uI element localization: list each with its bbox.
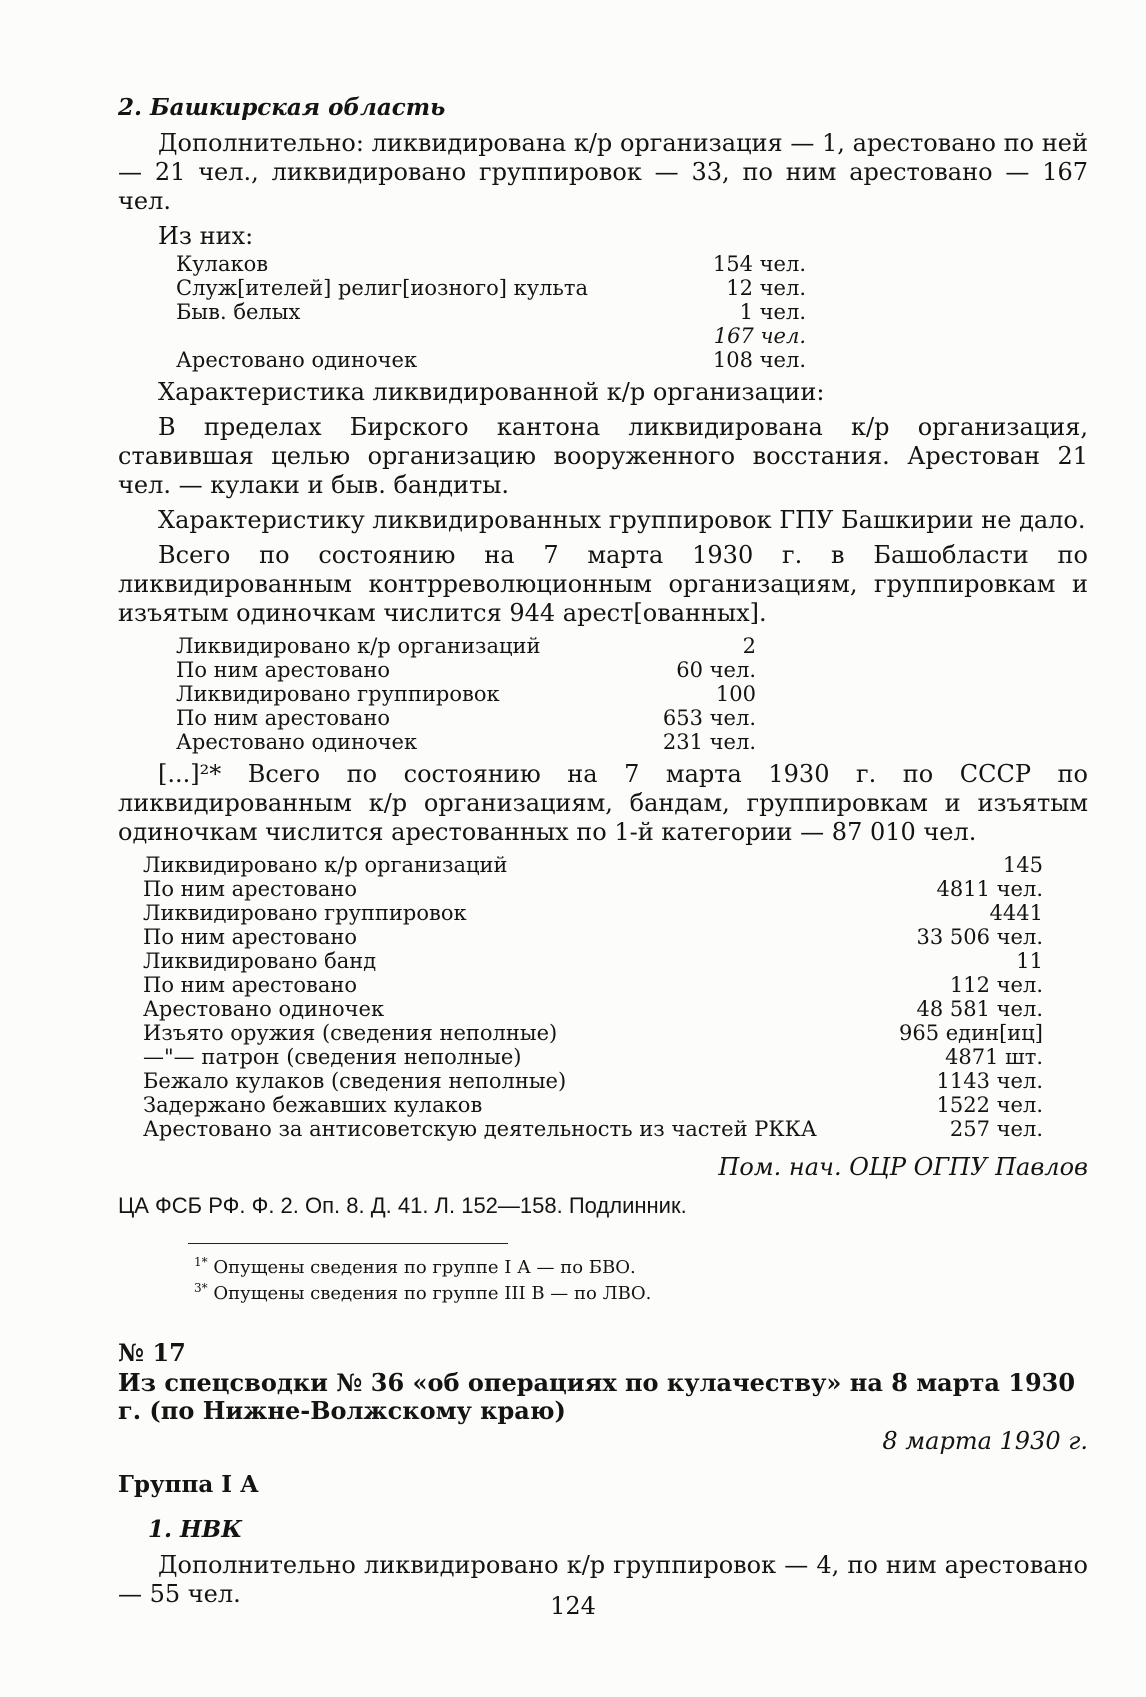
stat-label: По ним арестовано	[176, 706, 391, 730]
stat-label: Ликвидировано группировок	[143, 901, 467, 925]
stat-value: 2	[742, 634, 756, 658]
stat-value: 12 чел.	[726, 276, 806, 300]
stat-label: Бежало кулаков (сведения неполные)	[143, 1069, 567, 1093]
stat-value: 11	[1016, 949, 1043, 973]
document-title: Из спецсводки № 36 «об операциях по кулачеству» на 8 марта 1930 г. (по Нижне-Волжскому краю)	[118, 1368, 1076, 1425]
stat-total: 167 чел.	[713, 324, 806, 348]
nvk-text: Дополнительно ликвидировано к/р группировок — 4, по ним арестовано — 55 чел.	[118, 1551, 1088, 1608]
signature: Пом. нач. ОЦР ОГПУ Павлов	[718, 1153, 1088, 1181]
stat-label: Задержано бежавших кулаков	[143, 1093, 483, 1117]
stat-label: Изъято оружия (сведения неполные)	[143, 1021, 558, 1045]
bashkiria-char-heading: Характеристика ликвидированной к/р организации:	[158, 378, 825, 406]
stat-value: 231 чел.	[662, 730, 756, 754]
stat-value: 145	[1002, 853, 1043, 877]
section-title-nvk: 1. НВК	[148, 1516, 243, 1543]
stat-row	[176, 682, 756, 706]
footnote-text: Опущены сведения по группе I А — по БВО.	[213, 1257, 636, 1278]
footnote-divider	[188, 1243, 508, 1244]
bashkiria-stats	[176, 634, 756, 754]
stat-row	[143, 1093, 1043, 1117]
stat-label: Арестовано одиночек	[176, 730, 418, 754]
archive-reference: ЦА ФСБ РФ. Ф. 2. Оп. 8. Д. 41. Л. 152—158. Подлинник.	[118, 1193, 687, 1218]
ussr-stats	[143, 853, 1043, 1141]
stat-value: 108 чел.	[712, 348, 806, 372]
stat-label: Арестовано за антисоветскую деятельность из частей РККА	[143, 1117, 817, 1141]
stat-total-row	[176, 324, 806, 348]
section-title-bashkiria: 2. Башкирская область	[118, 94, 446, 121]
ussr-summary: [...]²* Всего по состоянию на 7 марта 1930 г. по СССР по ликвидированным к/р организациям, бандам, группировкам и изъятым одиночкам числится арестованных по 1-й категории — 87 010 чел.	[118, 760, 1088, 846]
stat-value: 4441	[989, 901, 1043, 925]
footnote	[194, 1278, 1088, 1304]
stat-value: 112 чел.	[949, 973, 1043, 997]
stat-value: 48 581 чел.	[916, 997, 1043, 1021]
stat-label: Кулаков	[176, 252, 269, 276]
bashkiria-char-text: В пределах Бирского кантона ликвидирована к/р организация, ставившая целью организацию вооруженного восстания. Арестован 21 чел. — кулаки и быв. бандиты.	[118, 413, 1088, 499]
stat-row	[176, 658, 756, 682]
stat-row	[176, 706, 756, 730]
stat-value: 4871 шт.	[945, 1045, 1043, 1069]
stat-value: 1522 чел.	[936, 1093, 1043, 1117]
stat-row	[176, 348, 806, 372]
stat-value: 33 506 чел.	[916, 925, 1043, 949]
stat-row	[143, 1021, 1043, 1045]
stat-value: 653 чел.	[662, 706, 756, 730]
page-number: 124	[550, 1592, 596, 1620]
stat-label: Арестовано одиночек	[143, 997, 385, 1021]
stat-label: По ним арестовано	[176, 658, 391, 682]
stat-row	[176, 276, 806, 300]
group-label: Группа I А	[118, 1471, 259, 1498]
stat-row	[143, 1069, 1043, 1093]
stat-row	[176, 252, 806, 276]
stat-value: 1143 чел.	[936, 1069, 1043, 1093]
stat-row	[176, 730, 756, 754]
stat-value: 965 един[иц]	[899, 1021, 1043, 1045]
stat-label: По ним арестовано	[143, 973, 358, 997]
stat-label: По ним арестовано	[143, 925, 358, 949]
stat-label: —"— патрон (сведения неполные)	[143, 1045, 522, 1069]
stat-row	[143, 853, 1043, 877]
stat-value: 257 чел.	[949, 1117, 1043, 1141]
bashkiria-of-them: Из них:	[158, 222, 254, 250]
stat-value: 4811 чел.	[936, 877, 1043, 901]
footnote-mark: 1*	[194, 1255, 208, 1269]
bashkiria-breakdown	[176, 252, 806, 372]
stat-value: 1 чел.	[739, 300, 806, 324]
stat-value: 100	[715, 682, 756, 706]
bashkiria-no-char: Характеристику ликвидированных группировок ГПУ Башкирии не дало.	[158, 506, 1086, 534]
stat-row	[143, 973, 1043, 997]
stat-row	[176, 634, 756, 658]
stat-label: Быв. белых	[176, 300, 301, 324]
stat-row	[143, 1117, 1043, 1141]
stat-row	[143, 949, 1043, 973]
stat-label: Служ[ителей] религ[иозного] культа	[176, 276, 588, 300]
page-content	[118, 94, 1088, 1609]
stat-value: 154 чел.	[712, 252, 806, 276]
document-date: 8 марта 1930 г.	[882, 1427, 1088, 1455]
stat-label: Ликвидировано к/р организаций	[143, 853, 508, 877]
footnote	[194, 1252, 1088, 1278]
bashkiria-summary: Всего по состоянию на 7 марта 1930 г. в Башобласти по ликвидированным контрреволюционным организациям, группировкам и изъятым одиночкам числится 944 арест[ованных].	[118, 541, 1088, 627]
stat-value: 60 чел.	[676, 658, 756, 682]
stat-row	[143, 1045, 1043, 1069]
stat-row	[143, 901, 1043, 925]
stat-label: Ликвидировано к/р организаций	[176, 634, 541, 658]
footnote-mark: 3*	[194, 1281, 208, 1295]
stat-label: По ним арестовано	[143, 877, 358, 901]
footnote-text: Опущены сведения по группе III В — по ЛВО.	[213, 1283, 652, 1304]
stat-row	[176, 300, 806, 324]
stat-row	[143, 877, 1043, 901]
stat-label: Ликвидировано группировок	[176, 682, 500, 706]
stat-row	[143, 997, 1043, 1021]
stat-label: Арестовано одиночек	[176, 348, 418, 372]
stat-label: Ликвидировано банд	[143, 949, 377, 973]
document-number: № 17	[118, 1338, 186, 1367]
bashkiria-intro: Дополнительно: ликвидирована к/р организация — 1, арестовано по ней — 21 чел., ликвидировано группировок — 33, по ним арестовано — 167 чел.	[118, 129, 1088, 215]
stat-row	[143, 925, 1043, 949]
